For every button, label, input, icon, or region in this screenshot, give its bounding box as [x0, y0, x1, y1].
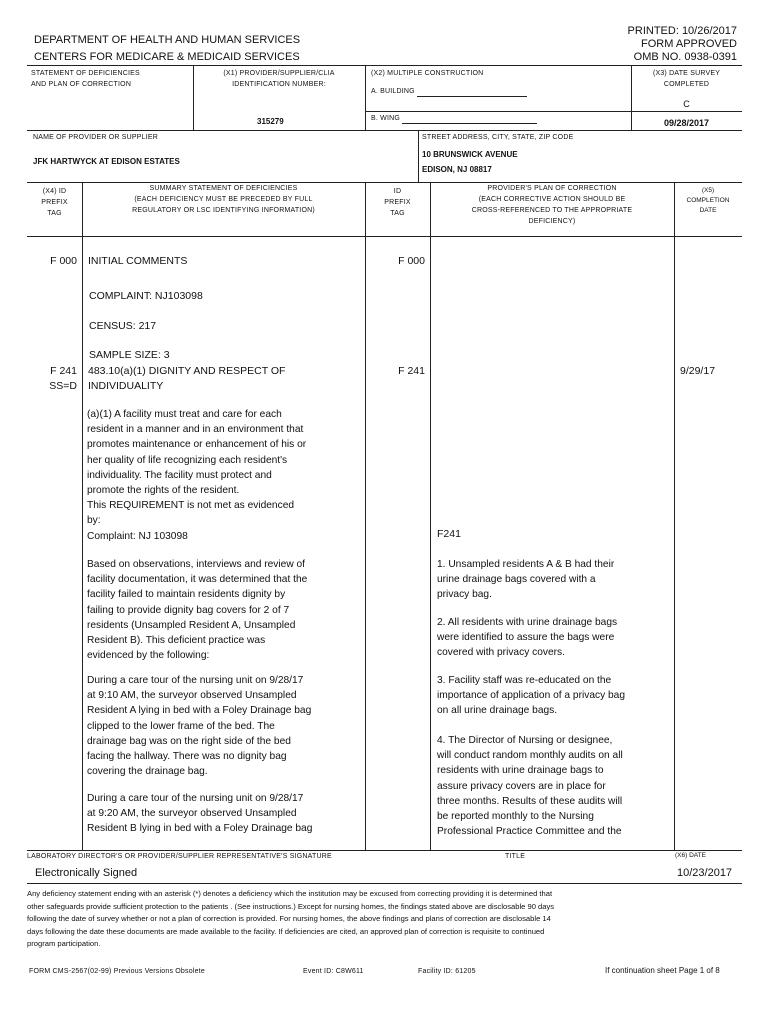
x5-header: (X5) COMPLETION DATE: [686, 187, 730, 214]
centers-title: CENTERS FOR MEDICARE & MEDICAID SERVICES: [34, 51, 300, 63]
street-address: 10 BRUNSWICK AVENUE: [422, 150, 518, 159]
f241-title: 483.10(a)(1) DIGNITY AND RESPECT OF INDIVIDUALITY: [88, 365, 286, 392]
facility-id: Facility ID: 61205: [418, 968, 476, 975]
findings-summary: Based on observations, interviews and review of facility documentation, it was determined that the facility failed to maintain residents dignity by failing to provide dignity bag covers for 2 of 7 residents (Unsampled Resident A, Unsampled Resident B). This deficient practice was evidenced by the following:: [87, 559, 308, 662]
id-header: ID PREFIX TAG: [384, 188, 411, 217]
complaint-number: COMPLAINT: NJ103098: [89, 290, 203, 302]
survey-code: C: [683, 99, 690, 109]
plan-tag-heading: F241: [437, 528, 461, 540]
f000-title: INITIAL COMMENTS: [88, 255, 188, 267]
plan-item-1: 1. Unsampled residents A & B had their urine drainage bags covered with a privacy bag.: [437, 559, 615, 601]
x2-label: (X2) MULTIPLE CONSTRUCTION: [371, 70, 484, 77]
observation-resident-a: During a care tour of the nursing unit on 9/28/17 at 9:10 AM, the surveyor observed Unsampled Resident A lying in bed with a Foley Drainage bag clipped to the lower frame of the bed. The drainage bag was on the right side of the bed facing the hallway. There was no dignity bag covering the drainage bag.: [87, 675, 312, 778]
x1-label: (X1) PROVIDER/SUPPLIER/CLIA IDENTIFICATION NUMBER:: [223, 70, 335, 88]
regulation-text: (a)(1) A facility must treat and care for each resident in a manner and in an environment that promotes maintenance or enhancement of his or her quality of life recognizing each resident's individuality. The facility must protect and promote the rights of the resident. This REQUIREMENT is not met as evidenced by: Complaint: NJ 103098: [87, 409, 307, 542]
disclosure-footnote: Any deficiency statement ending with an asterisk (*) denotes a deficiency which the institution may be excused from correcting providing it is determined that other safeguards provide sufficient protection to the patients . (See instructions.) Except for nursing homes, the findings stated above are disclosable 90 days following the date of survey whether or not a plan of correction is provided. For nursing homes, the above findings and plans of correction are disclosable 14 days following the date these documents are made available to the facility. If deficiencies are cited, an approved plan of correction is requisite to continued program participation.: [27, 889, 555, 949]
plan-item-3: 3. Facility staff was re-educated on the importance of application of a privacy bag on all urine drainage bags.: [437, 675, 626, 717]
f000-tag: F 000: [398, 255, 425, 267]
f241-tag: F 241: [398, 365, 425, 377]
f241-prefix: F 241: [50, 365, 77, 377]
building-field: A. BUILDING: [371, 86, 527, 97]
signature-value: Electronically Signed: [35, 867, 138, 879]
plan-item-2: 2. All residents with urine drainage bags were identified to assure the bags were covered with privacy covers.: [437, 617, 618, 659]
sample-size: SAMPLE SIZE: 3: [89, 349, 170, 361]
city-state-zip: EDISON, NJ 08817: [422, 165, 492, 174]
address-label: STREET ADDRESS, CITY, STATE, ZIP CODE: [422, 134, 574, 141]
f000-prefix: F 000: [50, 255, 77, 267]
title-label: TITLE: [505, 853, 526, 860]
provider-id-number: 315279: [257, 117, 284, 126]
event-id: Event ID: C8W611: [303, 968, 364, 975]
signature-date: 10/23/2017: [677, 867, 733, 879]
plan-item-4: 4. The Director of Nursing or designee, will conduct random monthly audits on all residents with urine drainage bags to assure privacy covers are in place for three months. Results of these audits will be reported monthly to the Nursing Professional Practice Committee and the: [437, 735, 623, 838]
f241-completion-date: 9/29/17: [680, 365, 716, 377]
form-number: FORM CMS-2567(02-99) Previous Versions Obsolete: [29, 968, 205, 975]
f241-scope-severity: SS=D: [49, 380, 77, 392]
observation-resident-b: During a care tour of the nursing unit on 9/28/17 at 9:20 AM, the surveyor observed Unsampled Resident B lying in bed with a Foley Drainage bag: [87, 793, 313, 835]
provider-name-label: NAME OF PROVIDER OR SUPPLIER: [33, 134, 159, 141]
provider-name: JFK HARTWYCK AT EDISON ESTATES: [33, 157, 180, 166]
summary-header: SUMMARY STATEMENT OF DEFICIENCIES (EACH DEFICIENCY MUST BE PRECEDED BY FULL REGULATORY OR LSC IDENTIFYING INFORMATION): [132, 185, 315, 214]
plan-header: PROVIDER'S PLAN OF CORRECTION (EACH CORRECTIVE ACTION SHOULD BE CROSS-REFERENCED TO THE APPROPRIATE DEFICIENCY): [471, 185, 633, 225]
survey-date: 09/28/2017: [663, 118, 710, 128]
signature-label: LABORATORY DIRECTOR'S OR PROVIDER/SUPPLIER REPRESENTATIVE'S SIGNATURE: [27, 853, 332, 860]
department-title: DEPARTMENT OF HEALTH AND HUMAN SERVICES: [34, 34, 301, 46]
page-indicator: If continuation sheet Page 1 of 8: [605, 966, 720, 975]
x3-label: (X3) DATE SURVEY COMPLETED: [652, 70, 721, 88]
statement-label: STATEMENT OF DEFICIENCIES AND PLAN OF CORRECTION: [31, 70, 140, 88]
x4-header: (X4) ID PREFIX TAG: [41, 188, 68, 217]
printed-date: PRINTED: 10/26/2017: [627, 25, 737, 37]
census: CENSUS: 217: [89, 320, 157, 332]
wing-field: B. WING: [371, 113, 537, 124]
signature-date-label: (X6) DATE: [675, 852, 706, 859]
omb-number: OMB NO. 0938-0391: [633, 51, 737, 63]
form-approved: FORM APPROVED: [641, 38, 737, 50]
